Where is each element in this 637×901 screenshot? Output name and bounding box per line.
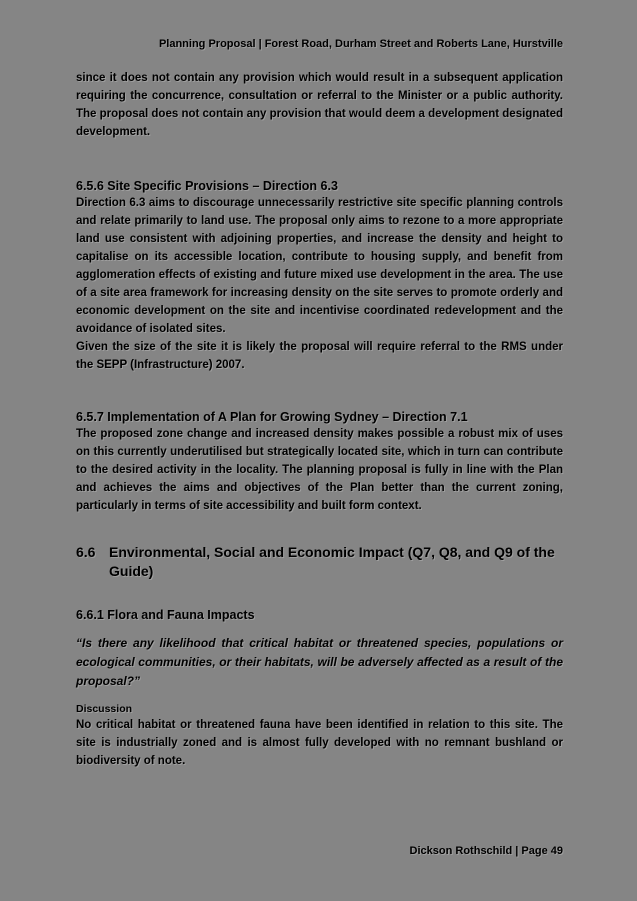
paragraph-6-5-6-referral: Given the size of the site it is likely the proposal will require referral to the RMS under the SEPP (Infrastructure) 2007. (76, 341, 563, 371)
heading-6-6-1: 6.6.1 Flora and Fauna Impacts (76, 608, 255, 622)
intro-paragraph: since it does not contain any provision which would result in a subsequent application requiring the concurrence, consultation or referral to the Minister or a public authority. The proposal does not contain any provision that would deem a development designated development. (76, 72, 563, 138)
heading-6-5-6: 6.5.6 Site Specific Provisions – Direction 6.3 (76, 179, 338, 193)
heading-6-6 (76, 543, 563, 581)
paragraph-6-5-7: The proposed zone change and increased density makes possible a robust mix of uses on this currently underutilised but strategically located site, which in turn can contribute to the desired activity in the locality. The planning proposal is fully in line with the Plan and achieves the aims and objectives of the Plan better than the current zoning, particularly in terms of site accessibility and built form context. (76, 428, 563, 512)
paragraph-flora-fauna: No critical habitat or threatened fauna have been identified in relation to this site. The site is industrially zoned and is almost fully developed with no remnant bushland or biodiversity of note. (76, 719, 563, 767)
page-header: Planning Proposal | Forest Road, Durham Street and Roberts Lane, Hurstville (158, 38, 563, 50)
page-content (76, 38, 563, 770)
paragraph-6-5-6-direction: Direction 6.3 aims to discourage unnecessarily restrictive site specific planning controls and relate primarily to land use. The proposal only aims to rezone to a more appropriate land use consistent with adjoining properties, and increase the density and height to capitalise on its accessible location, contribute to housing supply, and benefit from agglomeration effects of existing and future mixed use development in the area. The use of a site area framework for increasing density on the site serves to promote orderly and economic development on the site and incentivise coordinated redevelopment and the avoidance of isolated sites. (76, 197, 563, 335)
guide-question-quote: “Is there any likelihood that critical habitat or threatened species, populations or ecological communities, or their habitats, will be adversely affected as a result of the proposal?” (76, 636, 563, 688)
heading-6-6-title: Environmental, Social and Economic Impact (Q7, Q8, and Q9 of the Guide) (109, 544, 555, 579)
page-footer: Dickson Rothschild | Page 49 (409, 845, 563, 857)
heading-6-5-7: 6.5.7 Implementation of A Plan for Growing Sydney – Direction 7.1 (76, 410, 468, 424)
discussion-label: Discussion (76, 703, 133, 715)
heading-6-6-number: 6.6 (76, 544, 96, 560)
